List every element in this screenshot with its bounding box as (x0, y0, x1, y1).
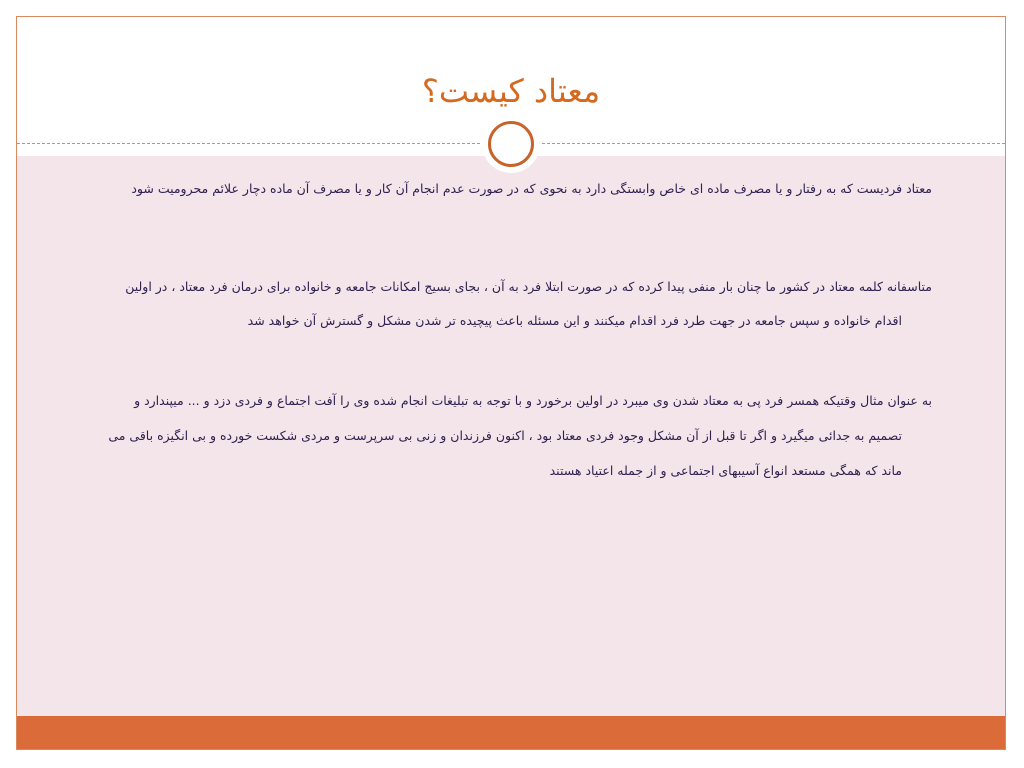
footer-bar (17, 716, 1005, 750)
paragraph-definition (60, 178, 932, 200)
circle-ornament-icon (482, 115, 540, 173)
paragraph-line: تصمیم به جدائی میگیرد و اگر تا قبل از آن مشکل وجود فردی معتاد بود ، اکنون فرزندان و زنی بی سرپرست و مردی شکست خورده و بی انگیزه باقی می (108, 428, 902, 443)
paragraph-stigma (56, 270, 932, 338)
paragraph-line: ماند که همگی مستعد انواع آسیبهای اجتماعی و از جمله اعتیاد هستند (549, 463, 902, 478)
paragraph-line: به عنوان مثال وقتیکه همسر فرد پی به معتاد شدن وی میبرد در اولین برخورد و با توجه به تبلیغات انجام شده وی را آفت اجتماع و فردی دزد و ... میپندارد و (134, 393, 932, 408)
paragraph-line: اقدام خانواده و سپس جامعه در جهت طرد فرد اقدام میکنند و این مسئله باعث پیچیده تر شدن مشکل و گسترش آن خواهد شد (247, 313, 902, 328)
paragraph-example (60, 383, 932, 488)
slide-title: معتاد کیست؟ (421, 72, 601, 110)
circle-ornament-ring (488, 121, 534, 167)
paragraph-line: معتاد فردیست که به رفتار و یا مصرف ماده ای خاص وابستگی دارد به نحوی که در صورت عدم انجام آن کار و یا مصرف آن ماده دچار علائم محرومیت شود (131, 181, 932, 196)
paragraph-line: متاسفانه کلمه معتاد در کشور ما چنان بار منفی پیدا کرده که در صورت ابتلا فرد به آن ، بجای بسیج امکانات جامعه و خانواده برای درمان فرد معتاد ، در اولین (125, 279, 932, 294)
